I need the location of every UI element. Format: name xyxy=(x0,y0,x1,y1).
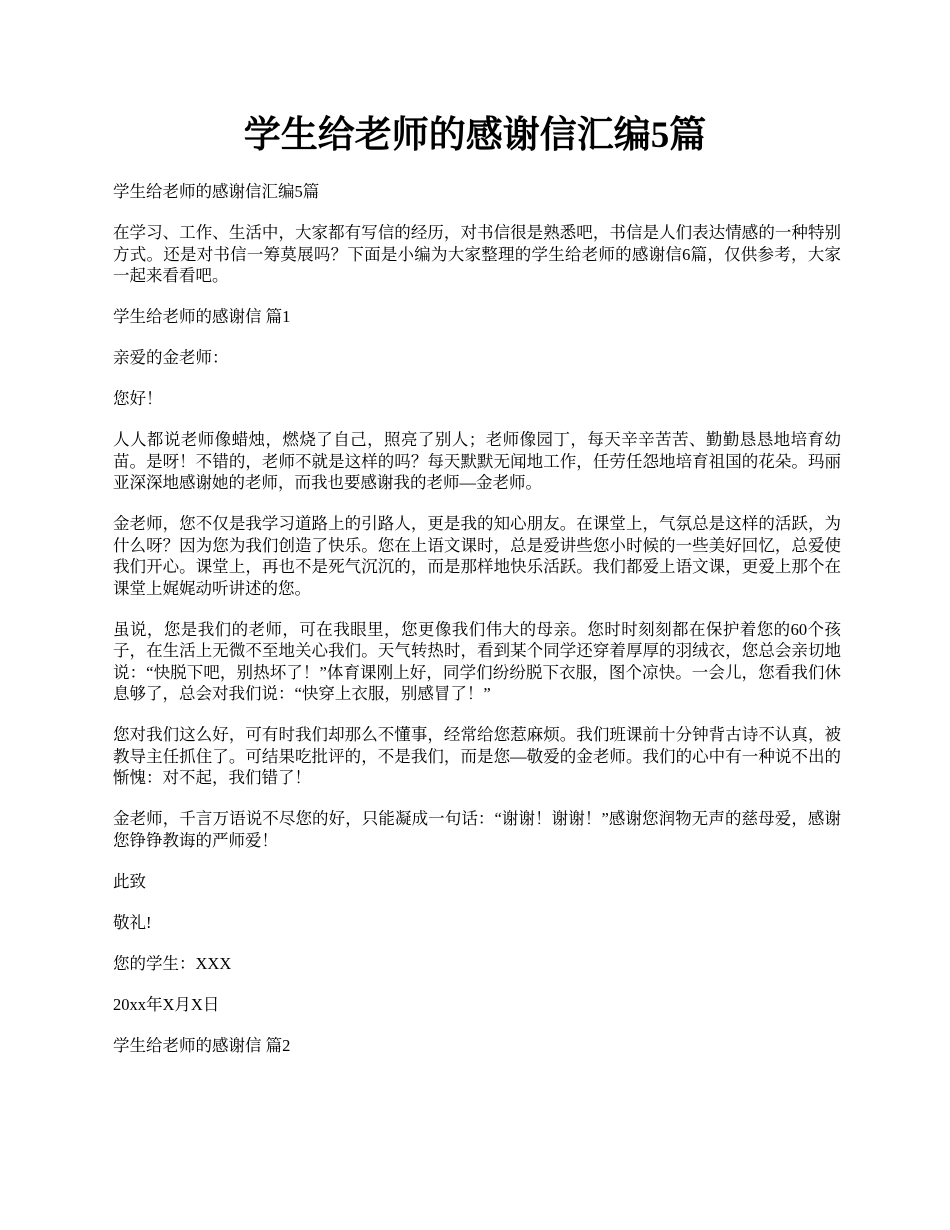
intro-paragraph: 在学习、工作、生活中，大家都有写信的经历，对书信很是熟悉吧，书信是人们表达情感的一种特别方式。还是对书信一筹莫展吗？下面是小编为大家整理的学生给老师的感谢信6篇，仅供参考，大家一起来看看吧。 xyxy=(113,223,841,285)
greeting: 您好！ xyxy=(113,389,163,408)
closing-line: 此致 xyxy=(113,871,146,891)
signature: 您的学生：XXX xyxy=(113,953,232,973)
document-body xyxy=(113,181,841,1076)
letter-paragraph: 金老师，您不仅是我学习道路上的引路人，更是我的知心朋友。在课堂上，气氛总是这样的活跃，为什么呀？因为您为我们创造了快乐。您在上语文课时，总是爱讲些您小时候的一些美好回忆，总爱使我们开心。课堂上，再也不是死气沉沉的，而是那样地快乐活跃。我们都爱上语文课，更爱上那个在课堂上娓娓动听讲述的您。 xyxy=(113,514,841,598)
section-heading-1: 学生给老师的感谢信 篇1 xyxy=(113,307,291,326)
salutation: 亲爱的金老师： xyxy=(113,348,229,367)
section-heading-2: 学生给老师的感谢信 篇2 xyxy=(113,1035,291,1055)
subtitle-paragraph: 学生给老师的感谢信汇编5篇 xyxy=(113,182,320,201)
letter-paragraph: 人人都说老师像蜡烛，燃烧了自己，照亮了别人；老师像园丁，每天辛辛苦苦、勤勤恳恳地培育幼苗。是呀！不错的，老师不就是这样的吗？每天默默无闻地工作，任劳任怨地培育祖国的花朵。玛丽亚深深地感谢她的老师，而我也要感谢我的老师—金老师。 xyxy=(113,430,841,492)
date-line: 20xx年X月X日 xyxy=(113,994,220,1014)
letter-paragraph: 虽说，您是我们的老师，可在我眼里，您更像我们伟大的母亲。您时时刻刻都在保护着您的60个孩子，在生活上无微不至地关心我们。天气转热时，看到某个同学还穿着厚厚的羽绒衣，您总会亲切地说：“快脱下吧，别热坏了！”体育课刚上好，同学们纷纷脱下衣服，图个凉快。一会儿，您看我们休息够了，总会对我们说：“快穿上衣服，别感冒了！” xyxy=(113,619,841,703)
letter-paragraph: 您对我们这么好，可有时我们却那么不懂事，经常给您惹麻烦。我们班课前十分钟背古诗不认真，被教导主任抓住了。可结果吃批评的，不是我们，而是您—敬爱的金老师。我们的心中有一种说不出的惭愧：对不起，我们错了！ xyxy=(113,725,841,787)
letter-paragraph: 金老师，千言万语说不尽您的好，只能凝成一句话：“谢谢！谢谢！”感谢您润物无声的慈母爱，感谢您铮铮教诲的严师爱！ xyxy=(113,809,841,850)
closing-salute: 敬礼! xyxy=(113,912,152,932)
document-title: 学生给老师的感谢信汇编5篇 xyxy=(243,115,707,156)
